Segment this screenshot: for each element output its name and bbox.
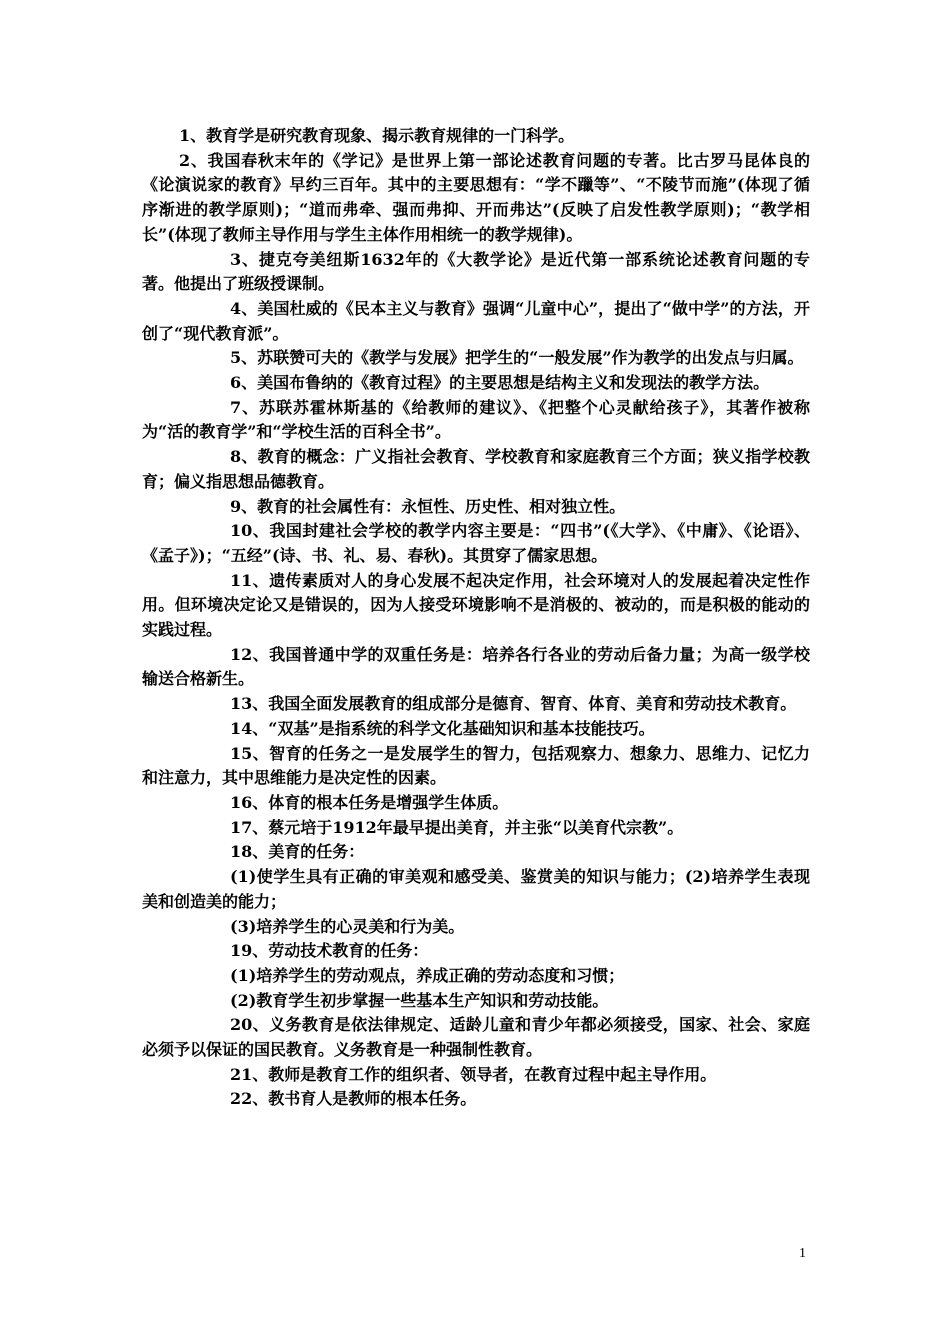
paragraph: (1)使学生具有正确的审美观和感受美、鉴赏美的知识与能力；(2)培养学生表现美和创造美的能力； bbox=[142, 867, 810, 911]
paragraph: 13、我国全面发展教育的组成部分是德育、智育、体育、美育和劳动技术教育。 bbox=[230, 694, 797, 714]
paragraph: 10、我国封建社会学校的教学内容主要是：“四书”(《大学》、《中庸》、《论语》、《孟子》)；“五经”(诗、书、礼、易、春秋)。其贯穿了儒家思想。 bbox=[142, 521, 810, 565]
paragraph: 5、苏联赞可夫的《教学与发展》把学生的“一般发展”作为教学的出发点与归属。 bbox=[230, 348, 804, 368]
paragraph: 21、教师是教育工作的组织者、领导者，在教育过程中起主导作用。 bbox=[230, 1064, 717, 1084]
paragraph: 3、捷克夸美纽斯1632年的《大教学论》是近代第一部系统论述教育问题的专著。他提出了班级授课制。 bbox=[142, 249, 810, 294]
paragraph: 17、蔡元培于1912年最早提出美育，并主张“以美育代宗教”。 bbox=[230, 817, 684, 837]
paragraph: 14、“双基”是指系统的科学文化基础知识和基本技能技巧。 bbox=[230, 718, 655, 738]
paragraph: 18、美育的任务： bbox=[230, 842, 365, 862]
document-body bbox=[142, 124, 810, 1112]
paragraph: (2)教育学生初步掌握一些基本生产知识和劳动技能。 bbox=[230, 990, 609, 1010]
paragraph: 9、教育的社会属性有：永恒性、历史性、相对独立性。 bbox=[230, 496, 626, 516]
paragraph: 16、体育的根本任务是增强学生体质。 bbox=[230, 792, 509, 812]
paragraph: 1、教育学是研究教育现象、揭示教育规律的一门科学。 bbox=[179, 126, 575, 145]
paragraph: 22、教书育人是教师的根本任务。 bbox=[230, 1089, 477, 1109]
paragraph: 8、教育的概念：广义指社会教育、学校教育和家庭教育三个方面；狭义指学校教育；偏义指思想品德教育。 bbox=[142, 447, 810, 491]
paragraph: 7、苏联苏霍林斯基的《给教师的建议》、《把整个心灵献给孩子》，其著作被称为“活的教育学”和“学校生活的百科全书”。 bbox=[142, 397, 810, 442]
paragraph: 11、遗传素质对人的身心发展不起决定作用，社会环境对人的发展起着决定性作用。但环境决定论又是错误的，因为人接受环境影响不是消极的、被动的，而是积极的能动的实践过程。 bbox=[142, 570, 810, 640]
paragraph: (1)培养学生的劳动观点，养成正确的劳动态度和习惯； bbox=[230, 965, 625, 985]
page-number: 1 bbox=[799, 1246, 806, 1261]
paragraph: 4、美国杜威的《民本主义与教育》强调“儿童中心”，提出了“做中学”的方法，开创了“现代教育派”。 bbox=[142, 298, 810, 343]
paragraph: 20、义务教育是依法律规定、适龄儿童和青少年都必须接受，国家、社会、家庭必须予以保证的国民教育。义务教育是一种强制性教育。 bbox=[142, 1015, 810, 1060]
paragraph: 2、我国春秋末年的《学记》是世界上第一部论述教育问题的专著。比古罗马昆体良的《论演说家的教育》早约三百年。其中的主要思想有：“学不躐等”、“不陵节而施”(体现了循序渐进的教学原则)；“道而弗牵、强而弗抑、开而弗达”(反映了启发性教学原则)；“教学相长”(体现了教师主导作用与学生主体作用相统一的教学规律)。 bbox=[142, 150, 810, 244]
paragraph: 12、我国普通中学的双重任务是：培养各行各业的劳动后备力量；为高一级学校输送合格新生。 bbox=[142, 644, 810, 689]
paragraph: 19、劳动技术教育的任务： bbox=[230, 941, 429, 961]
paragraph: 6、美国布鲁纳的《教育过程》的主要思想是结构主义和发现法的教学方法。 bbox=[230, 373, 770, 393]
paragraph: (3)培养学生的心灵美和行为美。 bbox=[230, 916, 465, 936]
paragraph: 15、智育的任务之一是发展学生的智力，包括观察力、想象力、思维力、记忆力和注意力，其中思维能力是决定性的因素。 bbox=[142, 743, 810, 788]
